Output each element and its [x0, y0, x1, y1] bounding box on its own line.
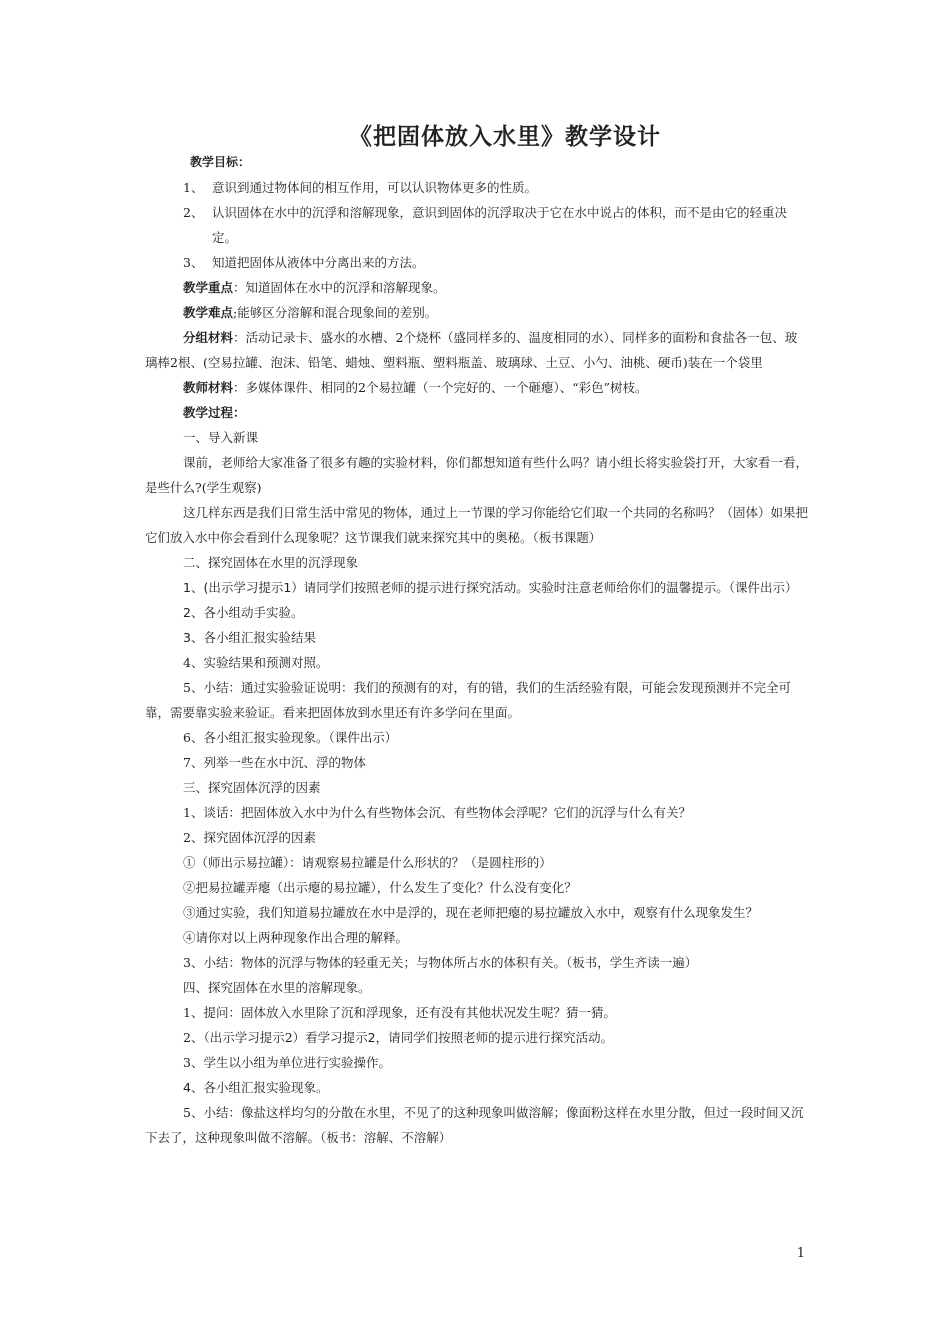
- paragraph: 1、提问：固体放入水里除了沉和浮现象，还有没有其他状况发生呢？猜一猜。: [183, 1005, 616, 1020]
- paragraph: 这几样东西是我们日常生活中常见的物体，通过上一节课的学习你能给它们取一个共同的名称吗？（固体）如果把它们放入水中你会看到什么现象呢？这节课我们就来探究其中的奥秘。（板书课题）: [145, 505, 809, 545]
- teacher-materials-text: ：多媒体课件、相同的2个易拉罐（一个完好的、一个砸瘪）、“彩色”树枝。: [233, 380, 648, 395]
- paragraph: 3、小结：物体的沉浮与物体的轻重无关；与物体所占水的体积有关。（板书，学生齐读一遍）: [183, 955, 698, 970]
- difficulty-label: 教学难点: [183, 305, 234, 320]
- teacher-materials: [145, 375, 808, 400]
- paragraph: 4、各小组汇报实验现象。: [183, 1080, 329, 1095]
- objective-number: 2、: [183, 205, 204, 220]
- key-point: [145, 275, 808, 300]
- objective-text: 认识固体在水中的沉浮和溶解现象，意识到固体的沉浮取决于它在水中说占的体积，而不是由它的轻重决定。: [212, 205, 788, 245]
- section-heading: 三、探究固体沉浮的因素: [183, 780, 321, 795]
- section-heading: 四、探究固体在水里的溶解现象。: [183, 980, 371, 995]
- paragraph: ④请你对以上两种现象作出合理的解释。: [183, 930, 409, 945]
- section-heading: 二、探究固体在水里的沉浮现象: [183, 555, 359, 570]
- objective-text: 知道把固体从液体中分离出来的方法。: [212, 255, 425, 270]
- key-point-label: 教学重点: [183, 280, 234, 295]
- document-body: [145, 150, 808, 1150]
- paragraph: ②把易拉罐弄瘪（出示瘪的易拉罐），什么发生了变化？什么没有变化？: [183, 880, 577, 895]
- paragraph: 5、小结：通过实验验证说明：我们的预测有的对，有的错，我们的生活经验有限，可能会发现预测并不完全可靠，需要靠实验来验证。看来把固体放到水里还有许多学问在里面。: [145, 680, 791, 720]
- paragraph-part: 2、（出示学习提示2）看学习提示: [183, 1030, 368, 1045]
- paragraph: [145, 1025, 808, 1050]
- section-heading: 一、导入新课: [183, 430, 259, 445]
- paragraph: 2、各小组动手实验。: [183, 605, 304, 620]
- key-point-text: ：知道固体在水中的沉浮和溶解现象。: [233, 280, 446, 295]
- paragraph: 3、学生以小组为单位进行实验操作。: [183, 1055, 391, 1070]
- objective-item: [145, 175, 808, 200]
- group-materials: [145, 325, 808, 375]
- document-title: 《把固体放入水里》教学设计: [349, 124, 661, 150]
- process-heading: 教学过程：: [183, 405, 246, 420]
- paragraph: 1、(出示学习提示1）请同学们按照老师的提示进行探究活动。实验时注意老师给你们的温馨提示。（课件出示）: [183, 580, 798, 595]
- paragraph: 7、列举一些在水中沉、浮的物体: [183, 755, 366, 770]
- objective-number: 1、: [183, 180, 204, 195]
- group-materials-text: ：活动记录卡、盛水的水槽、2个烧杯（盛同样多的、温度相同的水）、同样多的面粉和食盐各一包、玻璃棒2根、(空易拉罐、泡沫、铅笔、蜡烛、塑料瓶、塑料瓶盖、玻璃球、土豆、小勺、油桃、硬币)装在一个袋里: [145, 330, 798, 370]
- paragraph: ③通过实验，我们知道易拉罐放在水中是浮的，现在老师把瘪的易拉罐放入水中，观察有什么现象发生？: [183, 905, 759, 920]
- paragraph: 课前，老师给大家准备了很多有趣的实验材料，你们都想知道有些什么吗？请小组长将实验袋打开，大家看一看，是些什么?(学生观察): [145, 455, 809, 495]
- paragraph: 4、实验结果和预测对照。: [183, 655, 329, 670]
- page-number: 1: [796, 1246, 805, 1261]
- objective-text: 意识到通过物体间的相互作用，可以认识物体更多的性质。: [212, 180, 538, 195]
- objective-item: [145, 250, 808, 275]
- objectives-heading: 教学目标：: [190, 155, 251, 169]
- group-materials-label: 分组材料: [183, 330, 234, 345]
- paragraph: 3、各小组汇报实验结果: [183, 630, 316, 645]
- objective-item: [145, 200, 808, 250]
- difficulty-text: ;能够区分溶解和混合现象间的差别。: [233, 305, 438, 320]
- difficulty: [145, 300, 808, 325]
- paragraph-part: 2，请同学们按照老师的提示进行探究活动。: [367, 1030, 614, 1045]
- paragraph: ①（师出示易拉罐）：请观察易拉罐是什么形状的？（是圆柱形的）: [183, 855, 552, 870]
- objective-number: 3、: [183, 255, 204, 270]
- paragraph: 6、各小组汇报实验现象。（课件出示）: [183, 730, 398, 745]
- paragraph: 5、小结：像盐这样均匀的分散在水里，不见了的这种现象叫做溶解；像面粉这样在水里分散，但过一段时间又沉下去了，这种现象叫做不溶解。（板书：溶解、不溶解）: [145, 1105, 804, 1145]
- paragraph: 1、谈话：把固体放入水中为什么有些物体会沉、有些物体会浮呢？它们的沉浮与什么有关？: [183, 805, 691, 820]
- paragraph: 2、探究固体沉浮的因素: [183, 830, 316, 845]
- teacher-materials-label: 教师材料: [183, 380, 234, 395]
